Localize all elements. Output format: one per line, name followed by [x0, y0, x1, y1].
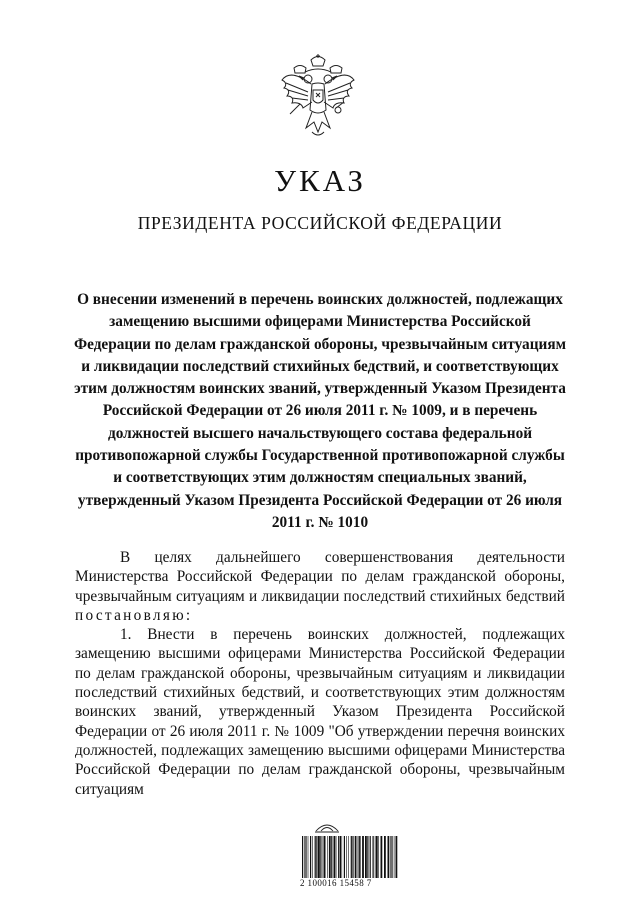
barcode-bar: [359, 836, 360, 878]
barcode-bar: [388, 836, 390, 878]
barcode-bar: [340, 836, 341, 878]
barcode-bar: [351, 836, 352, 878]
barcode-bar: [367, 836, 368, 878]
barcode-bar: [370, 836, 371, 878]
barcode-bar: [348, 836, 349, 878]
printer-mark-icon: [314, 820, 340, 834]
barcode-bar: [384, 836, 386, 878]
barcode-bar: [358, 836, 359, 878]
barcode-bar: [344, 836, 345, 878]
barcode-bar: [338, 836, 339, 878]
barcode-bar: [312, 836, 313, 878]
coat-of-arms-icon: [278, 52, 358, 144]
barcode-bar: [373, 836, 374, 878]
barcode-bar: [302, 836, 303, 878]
barcode-bar: [315, 836, 316, 878]
barcode-bar: [304, 836, 305, 878]
barcode-bar: [352, 836, 353, 878]
barcode-bar: [323, 836, 324, 878]
barcode-bar: [342, 836, 343, 878]
barcode-bars-icon: [300, 836, 400, 878]
barcode-bar: [308, 836, 309, 878]
barcode-bar: [327, 836, 328, 878]
barcode: [300, 820, 400, 890]
barcode-bar: [394, 836, 395, 878]
barcode-bar: [355, 836, 357, 878]
barcode-bar: [310, 836, 311, 878]
barcode-bar: [320, 836, 321, 878]
barcode-bar: [362, 836, 364, 878]
barcode-bar: [381, 836, 383, 878]
barcode-bar: [365, 836, 367, 878]
barcode-bar: [305, 836, 306, 878]
barcode-bar: [378, 836, 379, 878]
preamble-resolution-word: постановляю:: [75, 606, 193, 624]
barcode-bar: [324, 836, 326, 878]
document-title: УКАЗ: [274, 163, 366, 198]
preamble-text: В целях дальнейшего совершенствования деятельности Министерства Российской Федерации по делам гражданской обороны, чрезвычайным ситуациям и ликвидации последствий стихийных бедствий: [75, 549, 565, 605]
barcode-bar: [331, 836, 332, 878]
barcode-bar: [390, 836, 391, 878]
barcode-bar: [346, 836, 347, 878]
barcode-bar: [376, 836, 378, 878]
preamble-paragraph: [75, 548, 565, 625]
barcode-bar: [375, 836, 376, 878]
barcode-bar: [316, 836, 317, 878]
barcode-number: 2 100016 15458 7: [300, 878, 372, 888]
barcode-bar: [334, 836, 336, 878]
decree-body: [75, 548, 565, 799]
barcode-bar: [360, 836, 361, 878]
barcode-bar: [336, 836, 337, 878]
barcode-bar: [329, 836, 331, 878]
document-subtitle: ПРЕЗИДЕНТА РОССИЙСКОЙ ФЕДЕРАЦИИ: [137, 213, 503, 233]
barcode-bar: [396, 836, 398, 878]
decree-title: О внесении изменений в перечень воинских должностей, подлежащих замещению высшими офицерами Министерства Российской Федерации по делам гражданской обороны, чрезвычайным ситуациям и ликвидации последствий стихийных бедствий, и соответствующих этим должностям воинских званий, утвержденный Указом Президента Российской Федерации от 26 июля 2011 г. № 1009, и в перечень должностей высшего начальствующего состава федеральной противопожарной службы Государственной противопожарной службы и соответствующих этим должностям специальных званий, утвержденный Указом Президента Российской Федерации от 26 июля 2011 г. № 1010: [73, 291, 567, 531]
item-1-paragraph: 1. Внести в перечень воинских должностей, подлежащих замещению высшими офицерами Министерства Российской Федерации по делам гражданской обороны, чрезвычайным ситуациям и ликвидации последствий стихийных бедствий, и соответствующих этим должностям воинских званий, утвержденный Указом Президента Российской Федерации от 26 июля 2011 г. № 1009 "Об утверждении перечня воинских должностей, подлежащих замещению высшими офицерами Министерства Российской Федерации по делам гражданской обороны, чрезвычайным ситуациям: [75, 626, 565, 798]
barcode-bar: [318, 836, 320, 878]
barcode-bar: [392, 836, 393, 878]
